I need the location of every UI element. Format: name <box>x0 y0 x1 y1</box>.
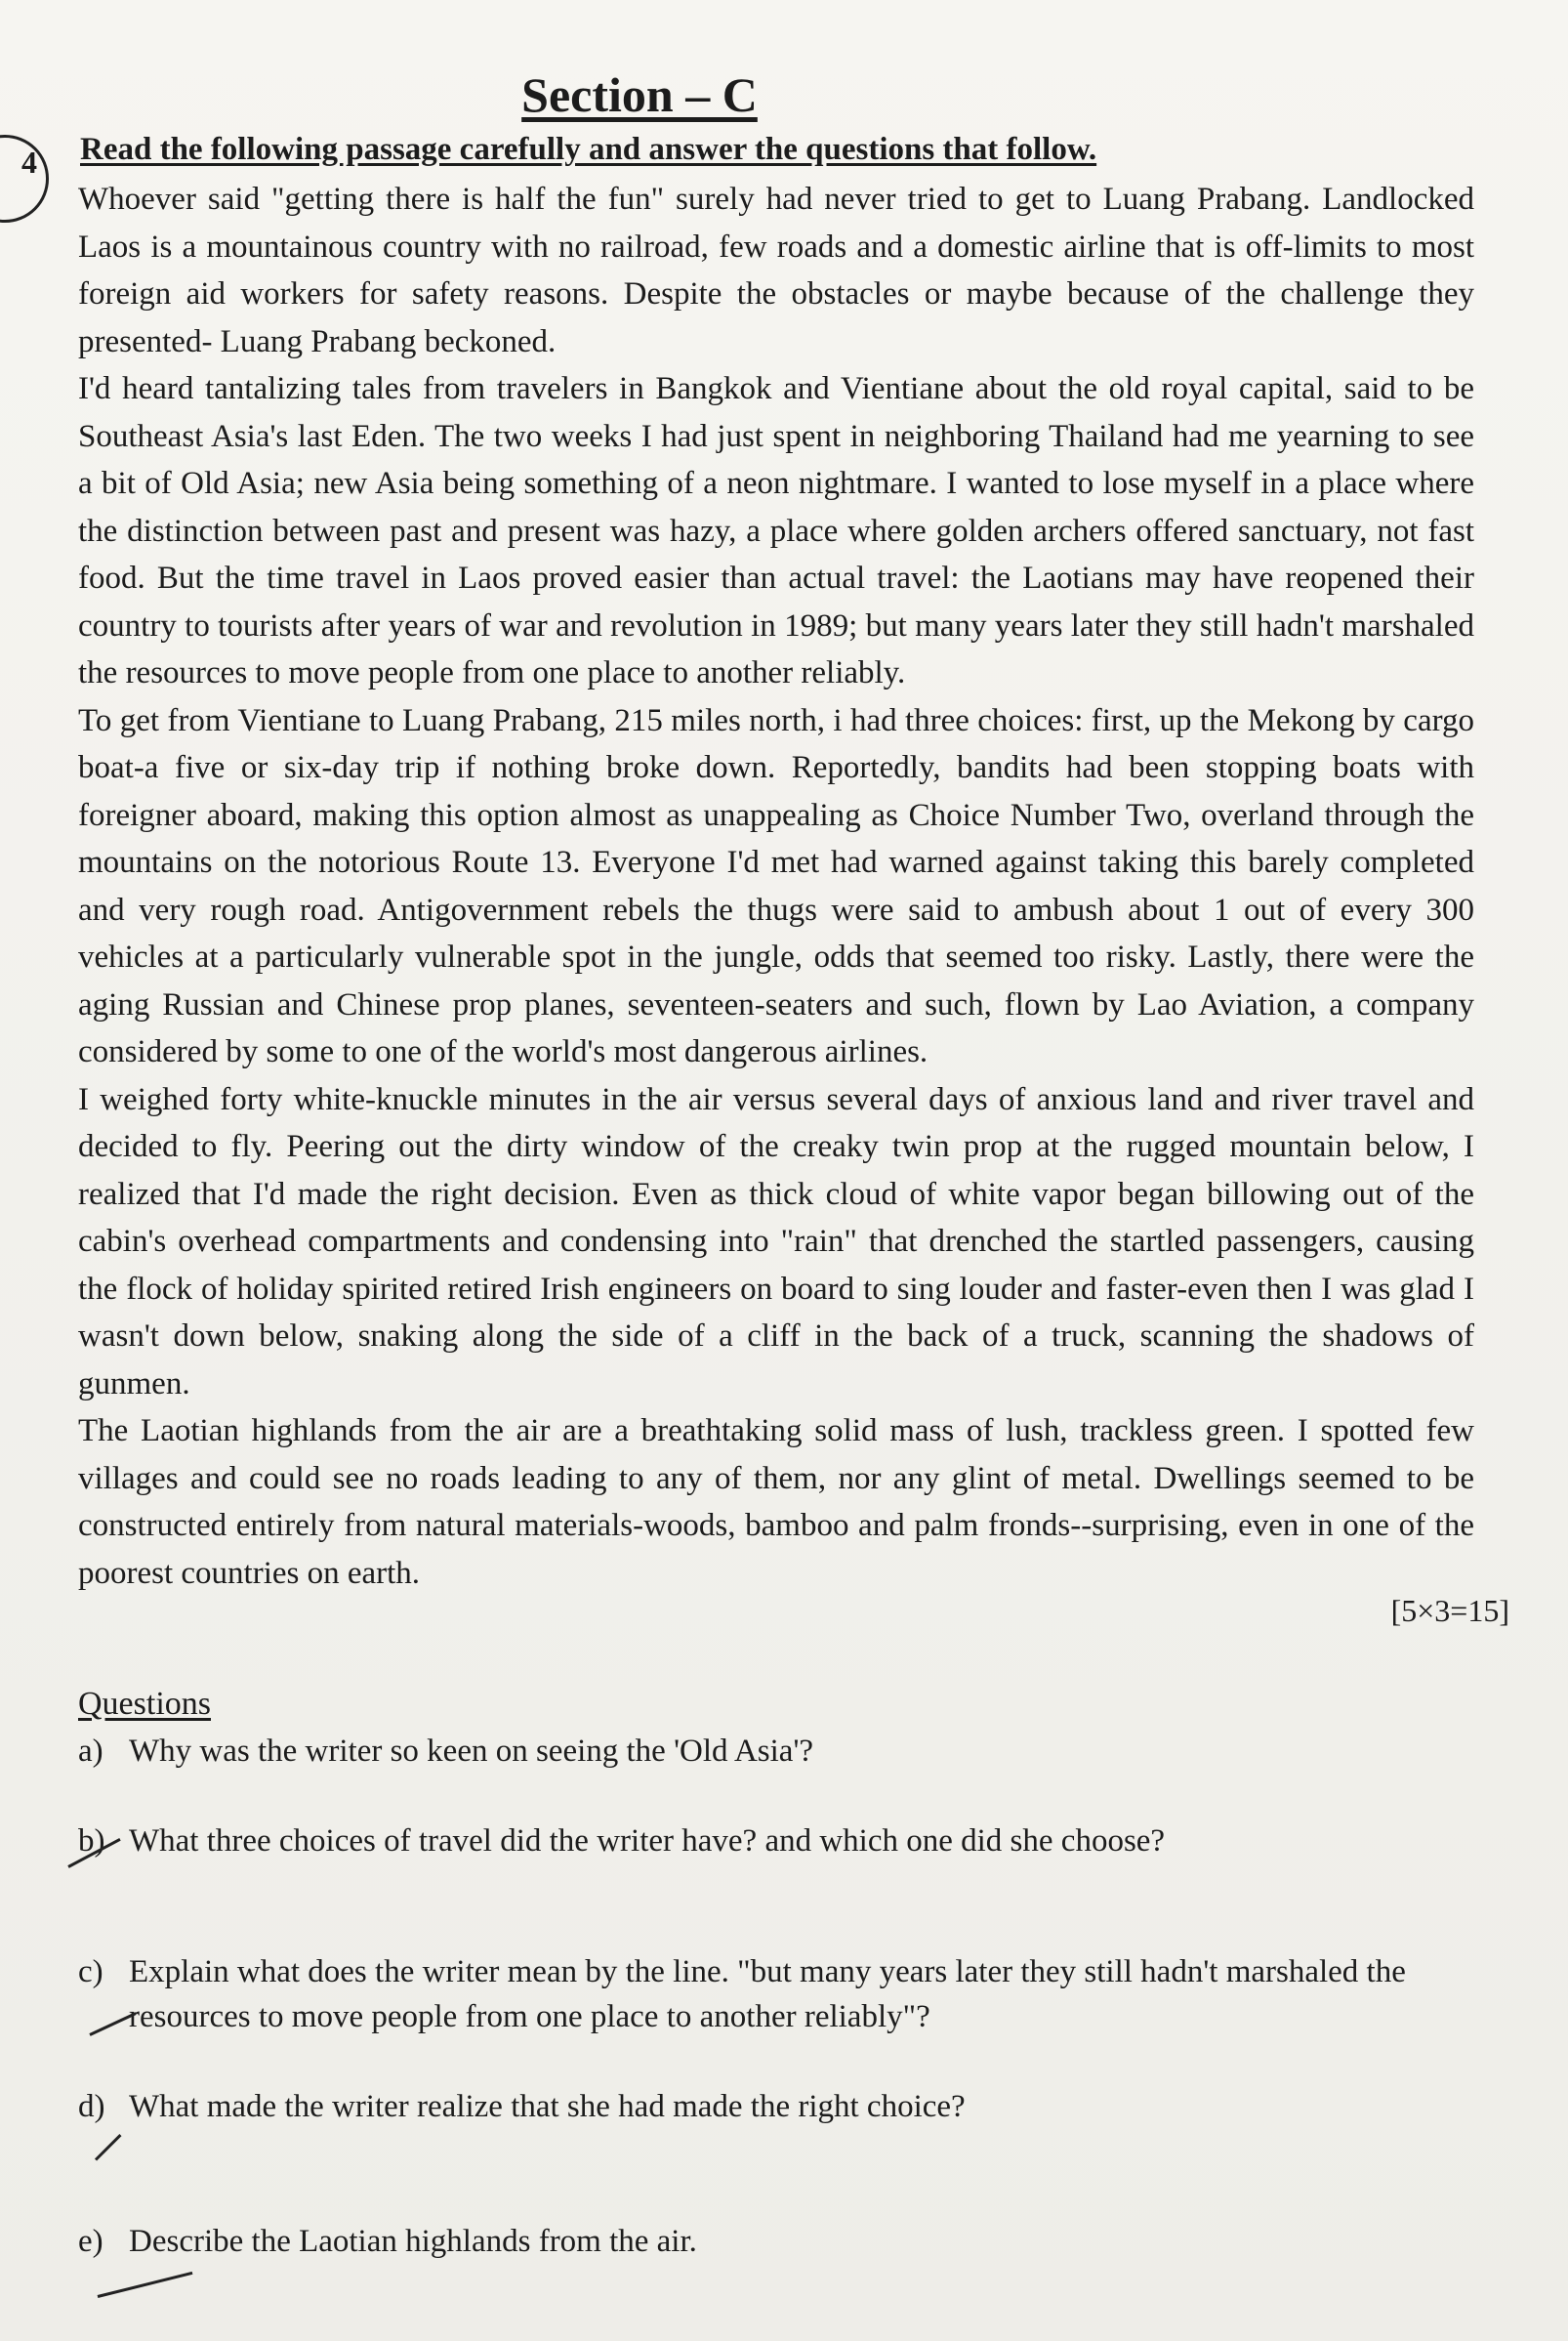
passage-paragraph: The Laotian highlands from the air are a breathtaking solid mass of lush, trackless green. I spotted few villages and could see no roads leading to any of them, nor any glint of metal. Dwellings seemed to be constructed entirely from natural materials-woods, bamboo and palm fronds--surprising, even in one of the poorest countries on earth. <box>78 1413 1474 1591</box>
question-item <box>78 1949 1465 2039</box>
question-text: Explain what does the writer mean by the line. "but many years later they still hadn't marshaled the resources to move people from one place to another reliably"? <box>129 1954 1406 2034</box>
question-text: What three choices of travel did the writer have? and which one did she choose? <box>129 1823 1166 1859</box>
passage-paragraph: Whoever said "getting there is half the fun" surely had never tried to get to Luang Prabang. Landlocked Laos is a mountainous country with no railroad, few roads and a domestic airline that is off-limits to most foreign aid workers for safety reasons. Despite the obstacles or maybe because of the challenge they presented- Luang Prabang beckoned. <box>78 182 1474 359</box>
question-letter: b) <box>78 1823 105 1859</box>
question-item <box>78 1729 1465 1774</box>
question-letter: c) <box>78 1954 103 1989</box>
passage-paragraph: To get from Vientiane to Luang Prabang, 215 miles north, i had three choices: first, up the Mekong by cargo boat-a five or six-day trip if nothing broke down. Reportedly, bandits had been stopping boats with foreigner aboard, making this option almost as unappealing as Choice Number Two, overland through the mountains on the notorious Route 13. Everyone I'd met had warned against taking this barely completed and very rough road. Antigovernment rebels the thugs were said to ambush about 1 out of every 300 vehicles at a particularly vulnerable spot in the jungle, odds that seemed too risky. Lastly, there were the aging Russian and Chinese prop planes, seventeen-seaters and such, flown by Lao Aviation, a company considered by some to one of the world's most dangerous airlines. <box>78 702 1474 1069</box>
pen-tick-mark <box>95 2134 122 2161</box>
question-item <box>78 1818 1465 1863</box>
question-item <box>78 2219 1465 2264</box>
questions-heading: Questions <box>78 1686 211 1722</box>
question-letter: e) <box>78 2224 103 2259</box>
question-text: What made the writer realize that she had made the right choice? <box>129 2089 966 2124</box>
pen-tick-mark <box>98 2272 193 2298</box>
question-text: Why was the writer so keen on seeing the 'Old Asia'? <box>129 1734 814 1769</box>
section-title: Section – C <box>521 67 758 122</box>
passage-paragraph: I'd heard tantalizing tales from travelers in Bangkok and Vientiane about the old royal capital, said to be Southeast Asia's last Eden. The two weeks I had just spent in neighboring Thailand had me yearning to see a bit of Old Asia; new Asia being something of a neon nightmare. I wanted to lose myself in a place where the distinction between past and present was hazy, a place where golden archers offered sanctuary, not fast food. But the time travel in Laos proved easier than actual travel: the Laotians may have reopened their country to tourists after years of war and revolution in 1989; but many years later they still hadn't marshaled the resources to move people from one place to another reliably. <box>78 371 1474 690</box>
question-letter: d) <box>78 2089 105 2124</box>
instruction: Read the following passage carefully and answer the questions that follow. <box>80 132 1097 167</box>
question-number: 4 <box>21 145 37 180</box>
passage <box>78 176 1474 1597</box>
question-text: Describe the Laotian highlands from the air. <box>129 2224 697 2259</box>
question-letter: a) <box>78 1734 103 1769</box>
question-item <box>78 2084 1465 2129</box>
passage-paragraph: I weighed forty white-knuckle minutes in the air versus several days of anxious land and river travel and decided to fly. Peering out the dirty window of the creaky twin prop at the rugged mountain below, I realized that I'd made the right decision. Even as thick cloud of white vapor began billowing out of the cabin's overhead compartments and condensing into "rain" that drenched the startled passengers, causing the flock of holiday spirited retired Irish engineers on board to sing louder and faster-even then I was glad I wasn't down below, snaking along the side of a cliff in the back of a truck, scanning the shadows of gunmen. <box>78 1081 1474 1401</box>
marks-allocation: [5×3=15] <box>1390 1593 1509 1628</box>
